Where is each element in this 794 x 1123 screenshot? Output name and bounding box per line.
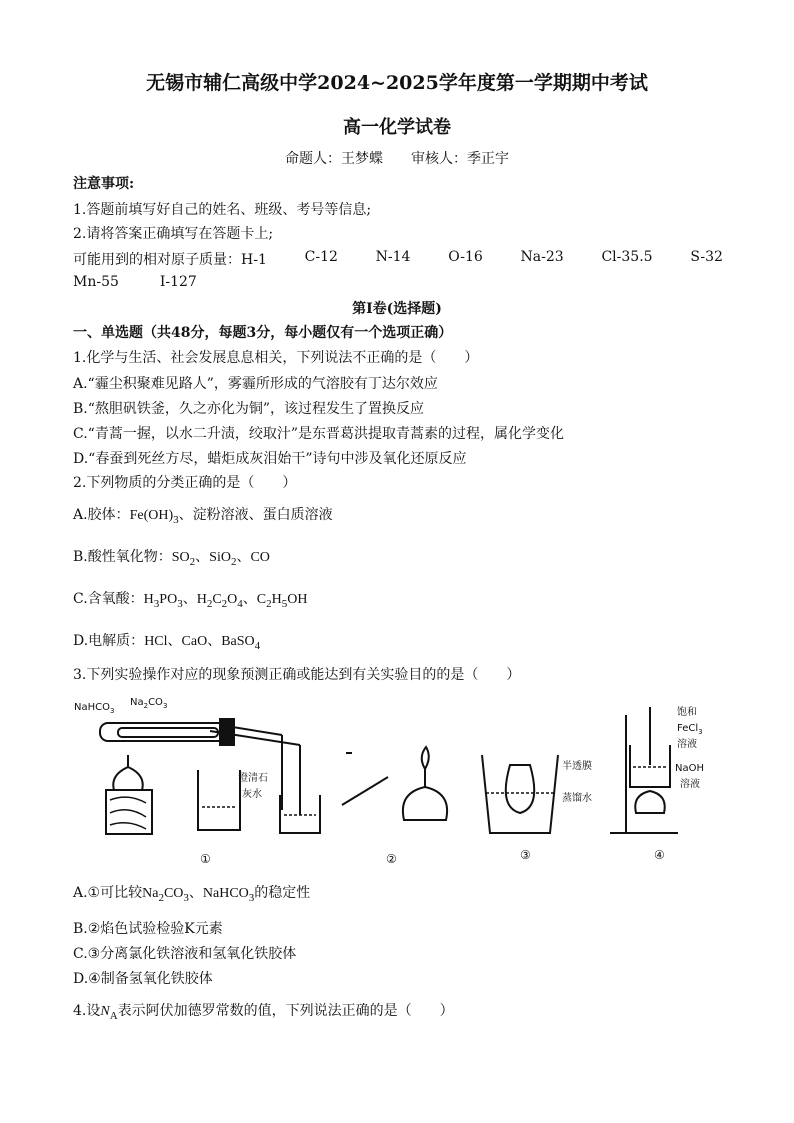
q2-a-prefix: A.胶体： — [73, 507, 130, 523]
label-lime-1: 澄清石 — [238, 773, 268, 784]
q1-option-c: C.“青蒿一握，以水二升渍，绞取汁”是东晋葛洪提取青蒿素的过程，属化学变化 — [73, 426, 564, 442]
q2-b-f1: SO — [171, 550, 190, 565]
label-naoh-2: 溶液 — [680, 779, 700, 790]
figure-number-1: ① — [200, 852, 211, 866]
label-naoh-1: NaOH — [675, 763, 704, 774]
platinum-wire — [342, 777, 388, 805]
label-water: 蒸馏水 — [562, 793, 592, 804]
q2-option-b — [73, 546, 270, 568]
q3-a-s2a: 3 — [248, 891, 255, 904]
volume-title: 第Ⅰ卷(选择题) — [352, 301, 442, 317]
q2-c-f2b: C — [212, 592, 222, 607]
label-na2co3: $Na_2CO_3$ — [130, 697, 168, 710]
q3-option-c: C.③分离氯化铁溶液和氢氧化铁胶体 — [73, 946, 297, 962]
q2-c-s2a: 2 — [206, 597, 213, 610]
q2-c-s1a: 3 — [153, 597, 160, 610]
q2-b-f3: CO — [250, 550, 270, 565]
q2-d-f2: CaO — [181, 634, 208, 649]
q2-c-f2a: H — [196, 592, 207, 607]
atomic-mass-label: 可能用到的相对原子质量：H-1 — [73, 252, 267, 268]
q2-d-s3: 4 — [254, 639, 261, 652]
q3-a-rest: 的稳定性 — [254, 885, 311, 901]
atomic-mass-s: S-32 — [690, 249, 723, 265]
q2-a-rest: 、淀粉溶液、蛋白质溶液 — [178, 507, 333, 523]
q2-c-f3a: C — [256, 592, 267, 607]
atomic-mass-list — [73, 249, 723, 269]
q2-c-s1b: 3 — [177, 597, 183, 610]
figure-number-3: ③ — [520, 848, 531, 862]
atomic-mass-i: I-127 — [159, 274, 197, 290]
q2-b-f2: SiO — [209, 550, 231, 565]
atomic-mass-c: C-12 — [304, 249, 338, 265]
label-lime-2: 灰水 — [242, 789, 262, 800]
q2-c-s3a: 2 — [266, 597, 272, 610]
clamp — [220, 719, 234, 745]
q4-symbol-sub: A — [109, 1009, 118, 1022]
label-fecl3-3: 溶液 — [677, 739, 697, 750]
q2-c-s3b: 5 — [281, 597, 288, 610]
atomic-mass-na: Na-23 — [520, 249, 564, 265]
q2-b-s1: 2 — [189, 555, 196, 568]
wood-grain — [110, 797, 146, 829]
inner-tube — [118, 728, 218, 737]
q2-b-sep2: 、 — [236, 549, 251, 565]
q2-c-sep2: 、 — [242, 591, 257, 607]
q2-d-sep2: 、 — [207, 633, 222, 649]
q2-c-prefix: C.含氧酸： — [73, 591, 144, 607]
q2-d-sep1: 、 — [167, 633, 182, 649]
exam-authors: 命题人：王梦蝶 审核人：季正宇 — [285, 151, 509, 167]
q1-option-b: B.“熬胆矾铁釜，久之亦化为铜”，该过程发生了置换反应 — [73, 401, 425, 417]
q2-c-f3c: OH — [287, 592, 308, 607]
alcohol-lamp-1 — [113, 767, 142, 790]
q2-c-s2b: 2 — [221, 597, 228, 610]
q2-c-s2c: 4 — [237, 597, 243, 610]
q4-prefix: 4.设 — [73, 1003, 101, 1019]
q2-c-sep1: 、 — [182, 591, 197, 607]
notice-item-1: 1.答题前填写好自己的姓名、班级、考号等信息; — [73, 202, 372, 218]
beaker-3 — [482, 755, 558, 833]
q3-a-s1a: 2 — [158, 891, 164, 904]
alcohol-lamp-2 — [403, 787, 447, 820]
q1-stem: 1.化学与生活、社会发展息息相关，下列说法不正确的是（ ） — [73, 350, 479, 366]
q2-d-f1: HCl — [144, 634, 168, 649]
q3-a-sep: 、 — [188, 885, 203, 901]
q2-option-c — [73, 588, 308, 610]
q2-b-s2: 2 — [230, 555, 237, 568]
q2-a-sub: 3 — [173, 513, 179, 526]
notice-heading: 注意事项: — [73, 176, 135, 192]
membrane-bag — [506, 765, 534, 813]
part-title: 一、单选题（共48分，每题3分，每小题仅有一个选项正确） — [73, 325, 453, 341]
figure-number-2: ② — [386, 852, 397, 866]
alcohol-lamp-4 — [635, 791, 664, 813]
q2-b-prefix: B.酸性氧化物： — [73, 549, 172, 565]
label-fecl3-1: 饱和 — [677, 707, 697, 718]
q2-a-formula: Fe(OH) — [129, 508, 174, 523]
label-nahco3: NaHCO$_3$ — [74, 702, 115, 715]
exam-title: 无锡市辅仁高级中学2024~2025学年度第一学期期中考试 — [146, 72, 648, 94]
q2-c-f1a: H — [143, 592, 154, 607]
q2-b-sep1: 、 — [195, 549, 210, 565]
q2-option-d — [73, 630, 260, 652]
q2-c-f2c: O — [227, 592, 238, 607]
q3-option-a — [73, 882, 310, 904]
atomic-mass-list-line2 — [73, 274, 197, 290]
q2-option-a — [73, 504, 333, 526]
q3-stem: 3.下列实验操作对应的现象预测正确或能达到有关实验目的的是（ ） — [73, 667, 521, 683]
atomic-mass-mn: Mn-55 — [73, 274, 119, 290]
figure-number-4: ④ — [654, 848, 665, 862]
exam-subtitle: 高一化学试卷 — [343, 117, 451, 138]
q4-stem — [73, 1000, 454, 1022]
q2-c-f1b: PO — [159, 592, 178, 607]
q3-a-f2a: NaHCO — [202, 886, 249, 901]
q3-a-prefix: A.①可比较 — [73, 885, 143, 901]
q2-c-f3b: H — [271, 592, 282, 607]
q2-stem: 2.下列物质的分类正确的是（ ） — [73, 475, 297, 491]
notice-item-2: 2.请将答案正确填写在答题卡上; — [73, 226, 274, 242]
atomic-mass-cl: Cl-35.5 — [601, 249, 653, 265]
q3-option-b: B.②焰色试验检验K元素 — [73, 921, 223, 937]
beaker-1a — [198, 770, 240, 830]
q2-d-prefix: D.电解质： — [73, 633, 145, 649]
label-fecl3-2: FeCl$_3$ — [677, 723, 703, 736]
q1-option-a: A.“霾尘积聚难见路人”，雾霾所形成的气溶胶有丁达尔效应 — [73, 376, 438, 392]
q3-apparatus-figure — [70, 695, 720, 870]
q2-d-f3: BaSO — [221, 634, 255, 649]
atomic-mass-o: O-16 — [448, 249, 483, 265]
q3-a-s1b: 3 — [183, 891, 189, 904]
q3-a-f1a: Na — [142, 886, 159, 901]
flame-2 — [422, 747, 429, 769]
q1-option-d: D.“春蚕到死丝方尽，蜡炬成灰泪始干”诗句中涉及氧化还原反应 — [73, 451, 467, 467]
q3-a-f1b: CO — [163, 886, 184, 901]
atomic-mass-n: N-14 — [375, 249, 411, 265]
q3-option-d: D.④制备氢氧化铁胶体 — [73, 971, 213, 987]
q4-rest: 表示阿伏加德罗常数的值，下列说法正确的是（ ） — [117, 1003, 454, 1019]
label-membrane: 半透膜 — [562, 761, 592, 772]
q4-symbol: N — [100, 1004, 110, 1019]
